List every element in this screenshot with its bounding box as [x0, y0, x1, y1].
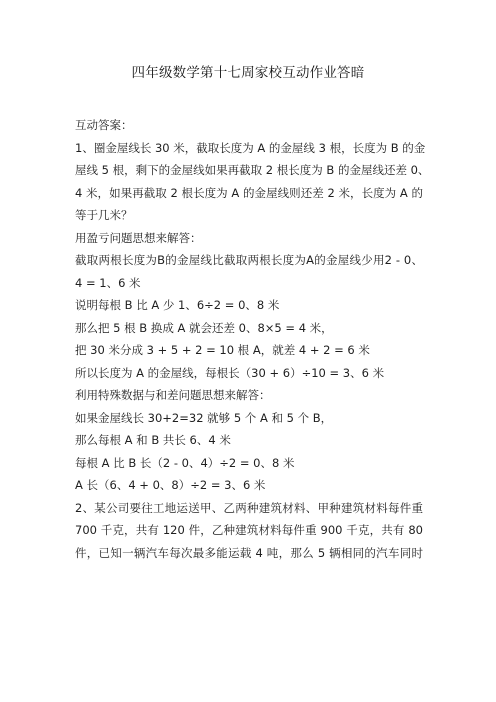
question-2-line-2: 700 千克，共有 120 件，乙种建筑材料每件重 900 千克，共有 80 [75, 523, 423, 537]
question-1-line-4: 等于几米？ [75, 208, 133, 222]
method-2-line-4: A 长（6、4 + 0、8）÷2 = 3、6 米 [75, 478, 266, 492]
method-1-line-4: 那么把 5 根 B 换成 A 就会还差 0、8×5 = 4 米， [75, 320, 333, 335]
method-1-line-3: 说明每根 B 比 A 少 1、6÷2 = 0、8 米 [75, 298, 280, 312]
document-body [75, 114, 430, 564]
question-1-line-1: 1、圈金屋线长 30 米，截取长度为 A 的金屋线 3 根，长度为 B 的金 [75, 140, 426, 155]
method-1-heading: 用盈亏问题思想来解答： [75, 230, 202, 245]
question-2-line-3: 件，已知一辆汽车每次最多能运载 4 吨，那么 5 辆相同的汽车同时 [75, 545, 423, 560]
method-2-heading: 利用特殊数据与和差问题思想来解答： [75, 388, 271, 402]
method-2-line-2: 那么每根 A 和 B 共长 6、4 米 [75, 433, 231, 447]
method-1-line-1: 截取两根长度为B的金屋线比截取两根长度为A的金屋线少用2 - 0、 [75, 253, 423, 267]
method-1-line-5: 把 30 米分成 3 + 5 + 2 = 10 根 A，就差 4 + 2 = 6 米 [75, 343, 370, 357]
method-2-line-3: 每根 A 比 B 长（2 - 0、4）÷2 = 0、8 米 [75, 455, 295, 470]
question-1-line-2: 屋线 5 根，剩下的金屋线如果再截取 2 根长度为 B 的金屋线还差 0、 [75, 163, 430, 177]
document-title: 四年级数学第十七周家校互动作业答暗 [131, 65, 365, 81]
question-2-line-1: 2、某公司要往工地运送甲、乙两种建筑材料、甲种建筑材料每件重 [75, 500, 423, 515]
answer-heading: 互动答案： [75, 118, 133, 132]
method-1-line-6: 所以长度为 A 的金屋线，每根长（30 + 6）÷10 = 3、6 米 [75, 365, 385, 380]
question-1-line-3: 4 米，如果再截取 2 根长度为 A 的金屋线则还差 2 米，长度为 A 的 [75, 185, 423, 200]
method-2-line-1: 如果金屋线长 30+2=32 就够 5 个 A 和 5 个 B， [75, 410, 333, 425]
method-1-line-2: 4 = 1、6 米 [75, 275, 141, 290]
